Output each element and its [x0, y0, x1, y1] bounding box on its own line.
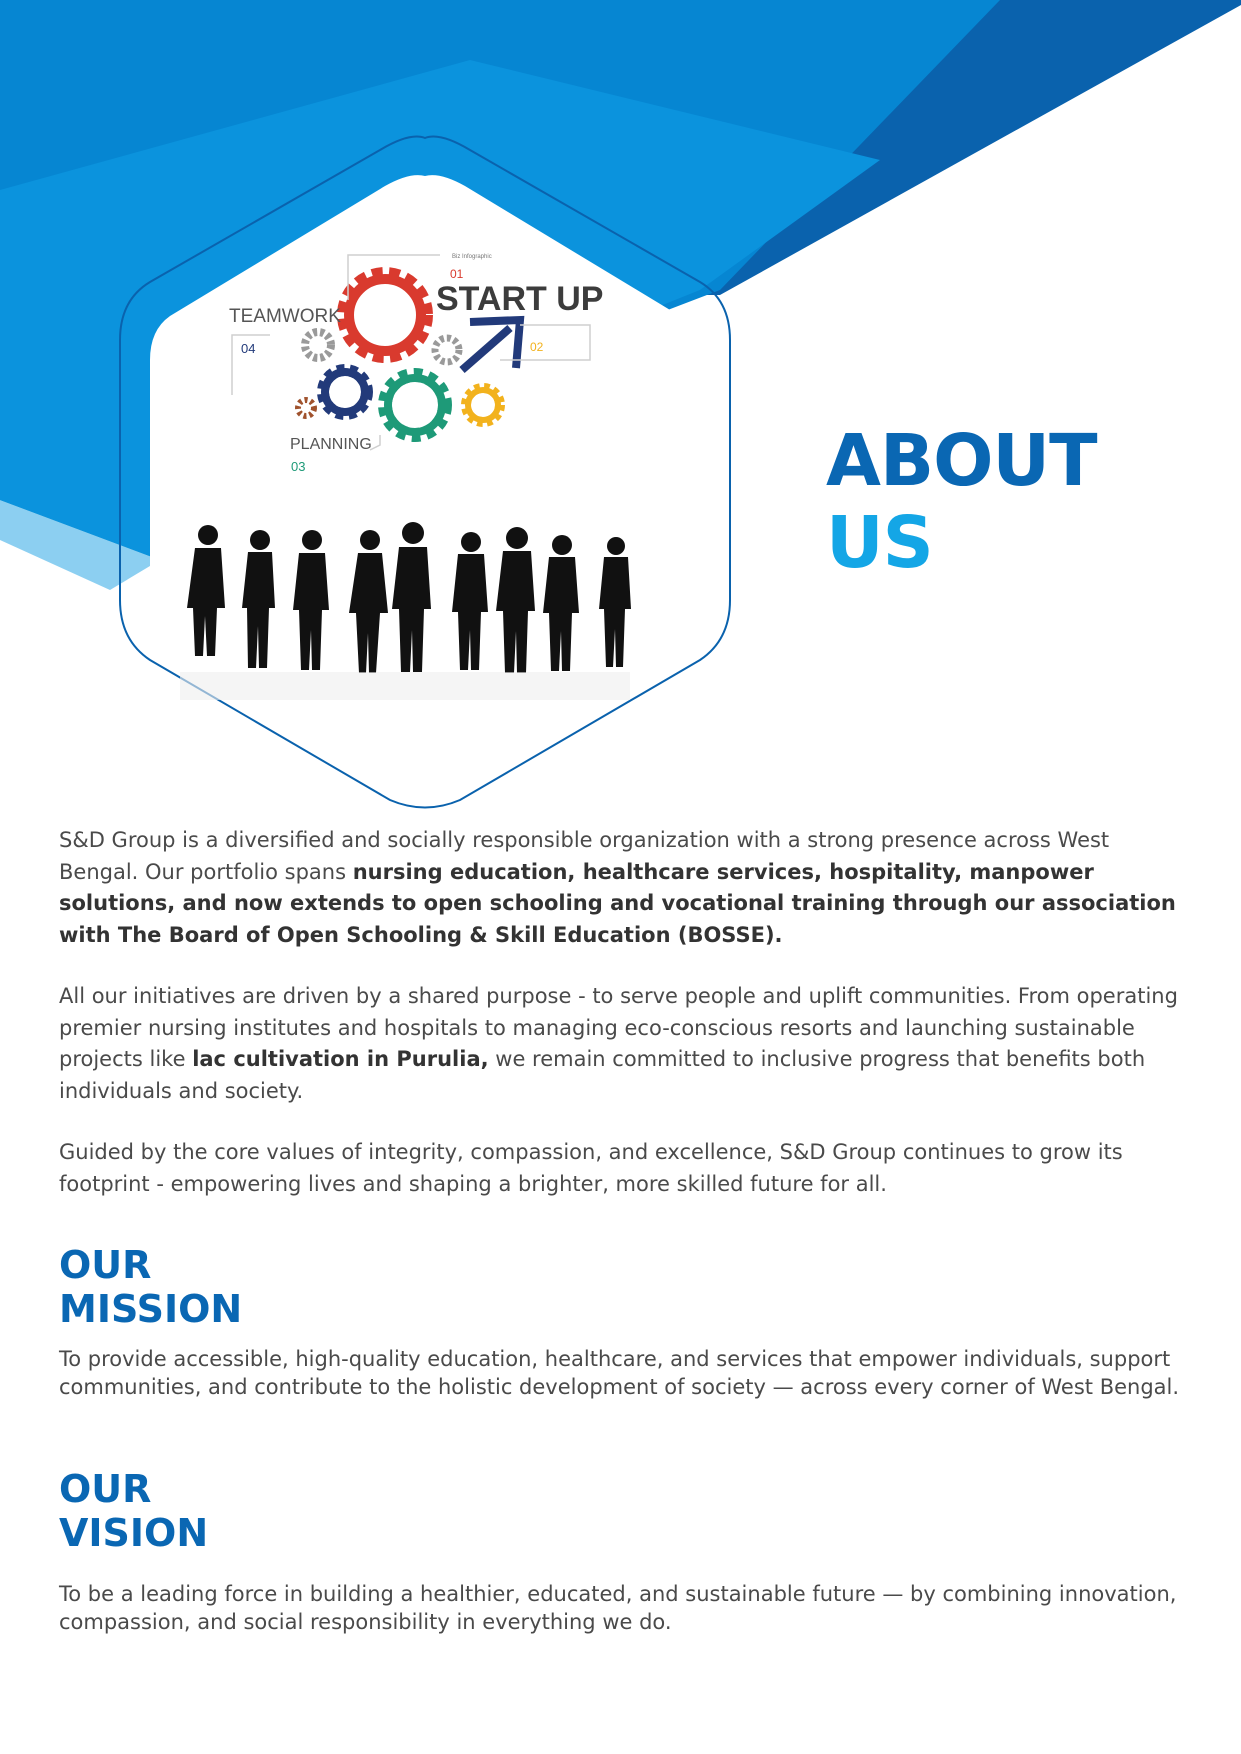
- vision-heading: [59, 1467, 208, 1555]
- illustration-startup-label: START UP: [436, 280, 604, 318]
- silhouettes-reflection: [180, 672, 630, 700]
- mission-heading-line2: MISSION: [59, 1287, 243, 1331]
- about-p1-highlight: nursing education, healthcare services, hospitality, manpower solutions, and now extends to open schooling and vocational training through our association with The Board of Open Schooling & Skill Education (BOSSE).: [59, 859, 1176, 947]
- illustration-step-04: 04: [241, 341, 256, 356]
- about-p2-highlight: lac cultivation in Purulia,: [192, 1047, 489, 1071]
- illustration-planning-label: PLANNING: [290, 436, 372, 453]
- illustration-note-label: Biz Infographic: [452, 254, 492, 260]
- vision-text: To be a leading force in building a healthier, educated, and sustainable future — by combining innovation, compassion, and social responsibility in everything we do.: [59, 1582, 1177, 1634]
- mission-heading: [59, 1243, 242, 1331]
- vision-heading-line2: VISION: [59, 1511, 209, 1555]
- illustration-step-02: 02: [530, 340, 544, 354]
- about-p1-intro: S&D Group is a diversified and socially responsible organization with a strong presence across West Bengal. Our portfolio spans: [59, 828, 1110, 884]
- mission-text: To provide accessible, high-quality education, healthcare, and services that empower individuals, support communities, and contribute to the holistic development of society — across every corner of West Bengal.: [59, 1347, 1180, 1399]
- illustration-step-01: 01: [450, 267, 464, 281]
- about-p2-intro: All our initiatives are driven by a shared purpose - to serve people and uplift communities. From operating premier nursing institutes and hospitals to managing eco-conscious resorts and launching sustainable projects like: [59, 984, 1178, 1071]
- about-p2-ending: we remain committed to inclusive progress that benefits both individuals and society.: [59, 1047, 1146, 1103]
- about-heading-line1: ABOUT: [826, 419, 1097, 502]
- about-paragraph-3: Guided by the core values of integrity, compassion, and excellence, S&D Group continues to grow its footprint - empowering lives and shaping a brighter, more skilled future for all.: [59, 1140, 1123, 1196]
- illustration-step-03: 03: [291, 459, 306, 474]
- about-heading-line2: US: [826, 501, 933, 584]
- mission-heading-line1: OUR: [59, 1243, 152, 1287]
- about-us-heading: [826, 420, 1097, 584]
- vision-heading-line1: OUR: [59, 1467, 152, 1511]
- about-paragraph-1: [59, 825, 1189, 951]
- illustration-teamwork-label: TEAMWORK: [229, 306, 341, 327]
- about-paragraph-2: [59, 981, 1189, 1107]
